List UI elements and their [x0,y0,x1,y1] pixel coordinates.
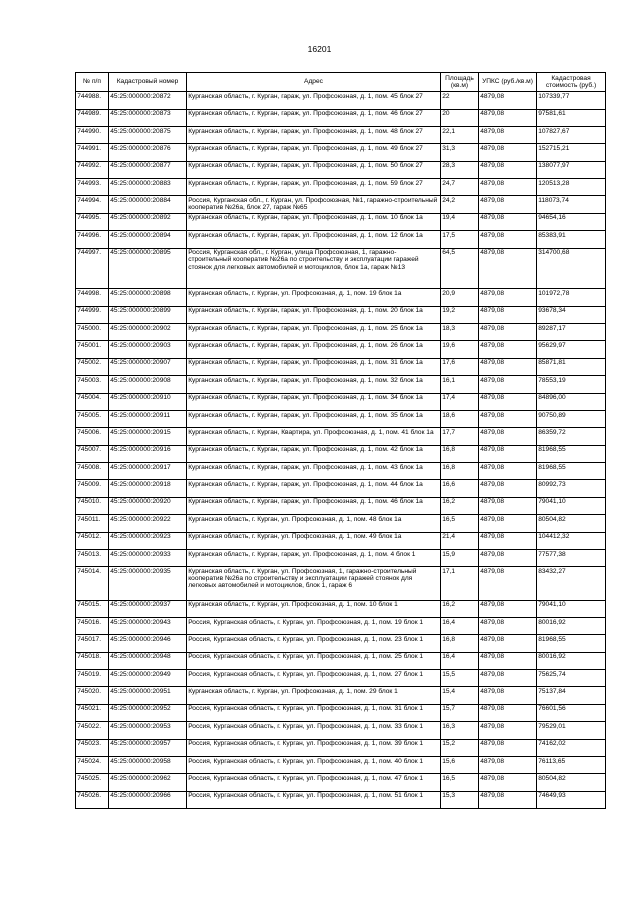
row-number-cell: 745021. [76,704,109,721]
address-cell: Курганская область, г. Курган, ул. Профсоюзная, д. 1, пом. 49 блок 1а [187,532,441,549]
cadastral-cost-cell: 138077,97 [537,161,606,178]
upks-cell: 4879,08 [479,196,537,213]
cadastral-number-cell: 45:25:000000:20873 [109,109,187,126]
table-row [76,306,606,323]
table-row [76,756,606,773]
cadastral-cost-cell: 78553,19 [537,376,606,393]
row-number-cell: 744989. [76,109,109,126]
row-number-cell: 745003. [76,376,109,393]
cadastral-cost-cell: 86359,72 [537,428,606,445]
area-cell: 15,2 [441,739,479,756]
cadastral-cost-cell: 83432,27 [537,567,606,600]
upks-cell: 4879,08 [479,109,537,126]
row-number-cell: 745026. [76,791,109,808]
area-cell: 24,2 [441,196,479,213]
cadastral-cost-cell: 80992,73 [537,480,606,497]
cadastral-number-cell: 45:25:000000:20876 [109,144,187,161]
cadastral-number-cell: 45:25:000000:20917 [109,463,187,480]
upks-cell: 4879,08 [479,687,537,704]
address-cell: Курганская область, г. Курган, гараж, ул. Профсоюзная, д. 1, пом. 35 блок 1а [187,410,441,427]
area-cell: 16,2 [441,600,479,617]
cadastral-cost-cell: 89287,17 [537,324,606,341]
address-cell: Россия, Курганская область, г. Курган, ул. Профсоюзная, д. 1, пом. 23 блок 1 [187,635,441,652]
area-cell: 15,9 [441,549,479,566]
upks-cell: 4879,08 [479,774,537,791]
area-cell: 15,6 [441,756,479,773]
upks-cell: 4879,08 [479,497,537,514]
table-row [76,428,606,445]
area-cell: 16,8 [441,463,479,480]
cadastral-number-cell: 45:25:000000:20937 [109,600,187,617]
row-number-cell: 744996. [76,231,109,248]
area-cell: 15,3 [441,791,479,808]
upks-cell: 4879,08 [479,739,537,756]
address-cell: Россия, Курганская область, г. Курган, ул. Профсоюзная, д. 1, пом. 19 блок 1 [187,617,441,634]
cadastral-cost-cell: 76113,65 [537,756,606,773]
upks-cell: 4879,08 [479,549,537,566]
upks-cell: 4879,08 [479,213,537,230]
cadastral-number-cell: 45:25:000000:20907 [109,358,187,375]
upks-cell: 4879,08 [479,670,537,687]
table-row [76,532,606,549]
cadastral-cost-cell: 74162,02 [537,739,606,756]
row-number-cell: 745018. [76,652,109,669]
cadastral-number-cell: 45:25:000000:20918 [109,480,187,497]
area-cell: 16,1 [441,376,479,393]
cadastral-cost-cell: 81968,55 [537,635,606,652]
cadastral-cost-cell: 76601,56 [537,704,606,721]
table-row [76,410,606,427]
upks-cell: 4879,08 [479,791,537,808]
table-row [76,376,606,393]
row-number-cell: 744994. [76,196,109,213]
cadastral-number-cell: 45:25:000000:20962 [109,774,187,791]
upks-cell: 4879,08 [479,600,537,617]
area-cell: 17,5 [441,231,479,248]
area-cell: 16,3 [441,722,479,739]
table-row [76,670,606,687]
upks-cell: 4879,08 [479,532,537,549]
address-cell: Курганская область, г. Курган, ул. Профсоюзная, д. 1, пом. 29 блок 1 [187,687,441,704]
cadastral-cost-cell: 80016,92 [537,617,606,634]
cadastral-cost-cell: 90750,89 [537,410,606,427]
address-cell: Россия, Курганская область, г. Курган, ул. Профсоюзная, д. 1, пом. 51 блок 1 [187,791,441,808]
area-cell: 15,5 [441,670,479,687]
cadastral-cost-cell: 79041,10 [537,600,606,617]
address-cell: Курганская область, г. Курган, гараж, ул. Профсоюзная, д. 1, пом. 42 блок 1а [187,445,441,462]
row-number-cell: 745000. [76,324,109,341]
cadastral-number-cell: 45:25:000000:20899 [109,306,187,323]
upks-cell: 4879,08 [479,567,537,600]
upks-cell: 4879,08 [479,324,537,341]
area-cell: 16,4 [441,652,479,669]
cadastral-number-cell: 45:25:000000:20915 [109,428,187,445]
address-cell: Курганская область, г. Курган, гараж, ул. Профсоюзная, д. 1, пом. 48 блок 27 [187,126,441,143]
table-row [76,652,606,669]
cadastral-number-cell: 45:25:000000:20908 [109,376,187,393]
upks-cell: 4879,08 [479,428,537,445]
address-cell: Курганская область, г. Курган, гараж, ул. Профсоюзная, д. 1, пом. 25 блок 1а [187,324,441,341]
area-cell: 64,5 [441,248,479,289]
row-number-cell: 745010. [76,497,109,514]
table-row [76,289,606,306]
address-cell: Россия, Курганская область, г. Курган, ул. Профсоюзная, д. 1, пом. 31 блок 1 [187,704,441,721]
address-cell: Курганская область, г. Курган, ул. Профсоюзная, д. 1, пом. 19 блок 1а [187,289,441,306]
cadastral-cost-cell: 79041,10 [537,497,606,514]
upks-cell: 4879,08 [479,92,537,109]
cadastral-cost-cell: 107339,77 [537,92,606,109]
table-body [76,92,606,809]
table-row [76,213,606,230]
row-number-cell: 745006. [76,428,109,445]
row-number-cell: 745008. [76,463,109,480]
table-row [76,196,606,213]
table-row [76,617,606,634]
upks-cell: 4879,08 [479,179,537,196]
row-number-cell: 745001. [76,341,109,358]
cadastral-cost-cell: 314700,68 [537,248,606,289]
cadastral-number-cell: 45:25:000000:20957 [109,739,187,756]
row-number-cell: 744995. [76,213,109,230]
address-cell: Россия, Курганская область, г. Курган, ул. Профсоюзная, д. 1, пом. 27 блок 1 [187,670,441,687]
cadastral-number-cell: 45:25:000000:20916 [109,445,187,462]
row-number-cell: 745009. [76,480,109,497]
table-row [76,341,606,358]
table-row [76,687,606,704]
header-area: Площадь (кв.м) [441,73,479,92]
address-cell: Курганская область, г. Курган, гараж, ул. Профсоюзная, д. 1, пом. 50 блок 27 [187,161,441,178]
row-number-cell: 744999. [76,306,109,323]
row-number-cell: 745022. [76,722,109,739]
table-row [76,515,606,532]
cadastral-number-cell: 45:25:000000:20910 [109,393,187,410]
table-row [76,722,606,739]
area-cell: 28,3 [441,161,479,178]
cadastral-cost-cell: 84896,00 [537,393,606,410]
address-cell: Россия, Курганская область, г. Курган, ул. Профсоюзная, д. 1, пом. 40 блок 1 [187,756,441,773]
cadastral-cost-cell: 81968,55 [537,445,606,462]
address-cell: Курганская область, г. Курган, гараж, ул. Профсоюзная, д. 1, пом. 32 блок 1а [187,376,441,393]
table-row [76,739,606,756]
table-row [76,109,606,126]
area-cell: 24,7 [441,179,479,196]
cadastral-cost-cell: 107827,67 [537,126,606,143]
table-row [76,179,606,196]
table-row [76,144,606,161]
area-cell: 19,4 [441,213,479,230]
header-address: Адрес [187,73,441,92]
upks-cell: 4879,08 [479,617,537,634]
cadastral-number-cell: 45:25:000000:20923 [109,532,187,549]
table-row [76,324,606,341]
area-cell: 15,7 [441,704,479,721]
address-cell: Россия, Курганская область, г. Курган, ул. Профсоюзная, д. 1, пом. 39 блок 1 [187,739,441,756]
cadastral-number-cell: 45:25:000000:20948 [109,652,187,669]
area-cell: 16,8 [441,445,479,462]
row-number-cell: 745005. [76,410,109,427]
cadastral-number-cell: 45:25:000000:20903 [109,341,187,358]
cadastral-cost-cell: 94654,16 [537,213,606,230]
header-cadastral-number: Кадастровый номер [109,73,187,92]
table-row [76,497,606,514]
table-row [76,600,606,617]
row-number-cell: 744988. [76,92,109,109]
upks-cell: 4879,08 [479,358,537,375]
cadastral-cost-cell: 85383,91 [537,231,606,248]
upks-cell: 4879,08 [479,144,537,161]
row-number-cell: 745012. [76,532,109,549]
row-number-cell: 745007. [76,445,109,462]
area-cell: 17,4 [441,393,479,410]
address-cell: Курганская область, г. Курган, гараж, ул. Профсоюзная, д. 1, пом. 10 блок 1а [187,213,441,230]
row-number-cell: 745013. [76,549,109,566]
cadastral-cost-cell: 79529,01 [537,722,606,739]
page-number: 16201 [307,44,332,54]
address-cell: Курганская область, г. Курган, гараж, ул. Профсоюзная, д. 1, пом. 45 блок 27 [187,92,441,109]
area-cell: 15,4 [441,687,479,704]
area-cell: 16,5 [441,515,479,532]
address-cell: Курганская область, г. Курган, гараж, ул. Профсоюзная, д. 1, пом. 46 блок 1а [187,497,441,514]
table-row [76,791,606,808]
address-cell: Россия, Курганская обл., г. Курган, ул. Профсоюзная, №1, гаражно-строительный кооператив №26а, блок 27, гараж №65 [187,196,441,213]
cadastral-number-cell: 45:25:000000:20875 [109,126,187,143]
address-cell: Курганская область, г. Курган, гараж, ул. Профсоюзная, д. 1, пом. 46 блок 27 [187,109,441,126]
table-header-row [76,73,606,92]
upks-cell: 4879,08 [479,289,537,306]
row-number-cell: 745017. [76,635,109,652]
address-cell: Курганская область, г. Курган, Квартира, ул. Профсоюзная, д. 1, пом. 41 блок 1а [187,428,441,445]
area-cell: 18,6 [441,410,479,427]
cadastral-cost-cell: 74649,93 [537,791,606,808]
cadastral-cost-cell: 80016,92 [537,652,606,669]
row-number-cell: 744992. [76,161,109,178]
cadastral-cost-cell: 118073,74 [537,196,606,213]
row-number-cell: 745014. [76,567,109,600]
row-number-cell: 745004. [76,393,109,410]
cadastral-number-cell: 45:25:000000:20943 [109,617,187,634]
row-number-cell: 744993. [76,179,109,196]
row-number-cell: 745002. [76,358,109,375]
area-cell: 16,8 [441,635,479,652]
cadastral-number-cell: 45:25:000000:20898 [109,289,187,306]
cadastral-number-cell: 45:25:000000:20872 [109,92,187,109]
address-cell: Россия, Курганская область, г. Курган, ул. Профсоюзная, д. 1, пом. 47 блок 1 [187,774,441,791]
area-cell: 19,2 [441,306,479,323]
table-row [76,231,606,248]
cadastral-number-cell: 45:25:000000:20949 [109,670,187,687]
row-number-cell: 744997. [76,248,109,289]
address-cell: Курганская область, г. Курган, ул. Профсоюзная, 1, гаражно-строительный кооператив №26а по строительству и эксплуатации гаражей стоянок для легковых автомобилей и мотоциклов, блок 1, гараж 6 [187,567,441,600]
row-number-cell: 744991. [76,144,109,161]
cadastral-number-cell: 45:25:000000:20922 [109,515,187,532]
cadastral-number-cell: 45:25:000000:20884 [109,196,187,213]
cadastral-cost-cell: 104412,32 [537,532,606,549]
area-cell: 31,3 [441,144,479,161]
table-row [76,480,606,497]
address-cell: Курганская область, г. Курган, гараж, ул. Профсоюзная, д. 1, пом. 31 блок 1а [187,358,441,375]
address-cell: Курганская область, г. Курган, гараж, ул. Профсоюзная, д. 1, пом. 34 блок 1а [187,393,441,410]
area-cell: 22 [441,92,479,109]
table-row [76,126,606,143]
address-cell: Россия, Курганская обл., г. Курган, улица Профсоюзная, 1, гаражно-строительный кооператив №26а по строительству и эксплуатации гаражей стоянок для легковых автомобилей и мотоциклов, блок 1а, гараж №13 [187,248,441,289]
upks-cell: 4879,08 [479,393,537,410]
row-number-cell: 745023. [76,739,109,756]
area-cell: 21,4 [441,532,479,549]
upks-cell: 4879,08 [479,704,537,721]
table-row [76,393,606,410]
cadastral-number-cell: 45:25:000000:20958 [109,756,187,773]
upks-cell: 4879,08 [479,306,537,323]
area-cell: 22,1 [441,126,479,143]
table-row [76,92,606,109]
area-cell: 17,7 [441,428,479,445]
row-number-cell: 745025. [76,774,109,791]
address-cell: Курганская область, г. Курган, гараж, ул. Профсоюзная, д. 1, пом. 49 блок 27 [187,144,441,161]
cadastral-number-cell: 45:25:000000:20946 [109,635,187,652]
table-row [76,161,606,178]
address-cell: Курганская область, г. Курган, ул. Профсоюзная, д. 1, пом. 10 блок 1 [187,600,441,617]
cadastral-cost-cell: 152715,21 [537,144,606,161]
upks-cell: 4879,08 [479,161,537,178]
cadastral-number-cell: 45:25:000000:20895 [109,248,187,289]
table-row [76,463,606,480]
row-number-cell: 744990. [76,126,109,143]
row-number-cell: 745019. [76,670,109,687]
cadastral-number-cell: 45:25:000000:20966 [109,791,187,808]
cadastral-cost-cell: 81968,55 [537,463,606,480]
cadastral-cost-cell: 80504,82 [537,515,606,532]
cadastral-number-cell: 45:25:000000:20953 [109,722,187,739]
row-number-cell: 745011. [76,515,109,532]
table-row [76,774,606,791]
address-cell: Курганская область, г. Курган, ул. Профсоюзная, д. 1, пом. 48 блок 1а [187,515,441,532]
cadastral-cost-cell: 85871,81 [537,358,606,375]
upks-cell: 4879,08 [479,480,537,497]
upks-cell: 4879,08 [479,376,537,393]
table-row [76,248,606,289]
row-number-cell: 744998. [76,289,109,306]
row-number-cell: 745020. [76,687,109,704]
header-cadastral-cost: Кадастровая стоимость (руб.) [537,73,606,92]
cadastral-number-cell: 45:25:000000:20935 [109,567,187,600]
cadastral-cost-cell: 75625,74 [537,670,606,687]
address-cell: Россия, Курганская область, г. Курган, ул. Профсоюзная, д. 1, пом. 25 блок 1 [187,652,441,669]
table-row [76,549,606,566]
address-cell: Курганская область, г. Курган, гараж, ул. Профсоюзная, д. 1, пом. 59 блок 27 [187,179,441,196]
cadastral-number-cell: 45:25:000000:20951 [109,687,187,704]
address-cell: Курганская область, г. Курган, гараж, ул. Профсоюзная, д. 1, пом. 20 блок 1а [187,306,441,323]
table-row [76,704,606,721]
upks-cell: 4879,08 [479,231,537,248]
address-cell: Курганская область, г. Курган, гараж, ул. Профсоюзная, д. 1, пом. 26 блок 1а [187,341,441,358]
table-row [76,567,606,600]
upks-cell: 4879,08 [479,126,537,143]
table-row [76,358,606,375]
address-cell: Курганская область, г. Курган, гараж, ул. Профсоюзная, д. 1, пом. 43 блок 1а [187,463,441,480]
upks-cell: 4879,08 [479,722,537,739]
upks-cell: 4879,08 [479,652,537,669]
upks-cell: 4879,08 [479,410,537,427]
area-cell: 17,1 [441,567,479,600]
upks-cell: 4879,08 [479,463,537,480]
area-cell: 20,9 [441,289,479,306]
cadastral-number-cell: 45:25:000000:20933 [109,549,187,566]
cadastral-cost-cell: 80504,82 [537,774,606,791]
header-upks: УПКС (руб./кв.м) [479,73,537,92]
header-number: № п/п [76,73,109,92]
address-cell: Россия, Курганская область, г. Курган, ул. Профсоюзная, д. 1, пом. 33 блок 1 [187,722,441,739]
upks-cell: 4879,08 [479,635,537,652]
cadastral-cost-cell: 97581,61 [537,109,606,126]
cadastral-number-cell: 45:25:000000:20920 [109,497,187,514]
address-cell: Курганская область, г. Курган, гараж, ул. Профсоюзная, д. 1, пом. 44 блок 1а [187,480,441,497]
upks-cell: 4879,08 [479,515,537,532]
cadastral-number-cell: 45:25:000000:20952 [109,704,187,721]
cadastral-number-cell: 45:25:000000:20902 [109,324,187,341]
row-number-cell: 745024. [76,756,109,773]
area-cell: 16,6 [441,480,479,497]
row-number-cell: 745016. [76,617,109,634]
cadastral-cost-cell: 77577,38 [537,549,606,566]
table-row [76,635,606,652]
upks-cell: 4879,08 [479,248,537,289]
cadastral-cost-cell: 101972,78 [537,289,606,306]
upks-cell: 4879,08 [479,445,537,462]
upks-cell: 4879,08 [479,341,537,358]
address-cell: Курганская область, г. Курган, гараж, ул. Профсоюзная, д. 1, пом. 12 блок 1а [187,231,441,248]
row-number-cell: 745015. [76,600,109,617]
area-cell: 17,6 [441,358,479,375]
area-cell: 16,4 [441,617,479,634]
cadastral-cost-cell: 93678,34 [537,306,606,323]
cadastral-cost-cell: 120513,28 [537,179,606,196]
area-cell: 18,3 [441,324,479,341]
cadastral-cost-cell: 95629,97 [537,341,606,358]
area-cell: 16,2 [441,497,479,514]
cadastral-number-cell: 45:25:000000:20911 [109,410,187,427]
cadastral-number-cell: 45:25:000000:20892 [109,213,187,230]
cadastral-number-cell: 45:25:000000:20894 [109,231,187,248]
area-cell: 20 [441,109,479,126]
table-row [76,445,606,462]
upks-cell: 4879,08 [479,756,537,773]
cadastral-cost-cell: 75137,84 [537,687,606,704]
address-cell: Курганская область, г. Курган, гараж, ул. Профсоюзная, д. 1, пом. 4 блок 1 [187,549,441,566]
cadastral-table [75,72,606,809]
area-cell: 19,6 [441,341,479,358]
cadastral-number-cell: 45:25:000000:20883 [109,179,187,196]
area-cell: 16,5 [441,774,479,791]
cadastral-number-cell: 45:25:000000:20877 [109,161,187,178]
